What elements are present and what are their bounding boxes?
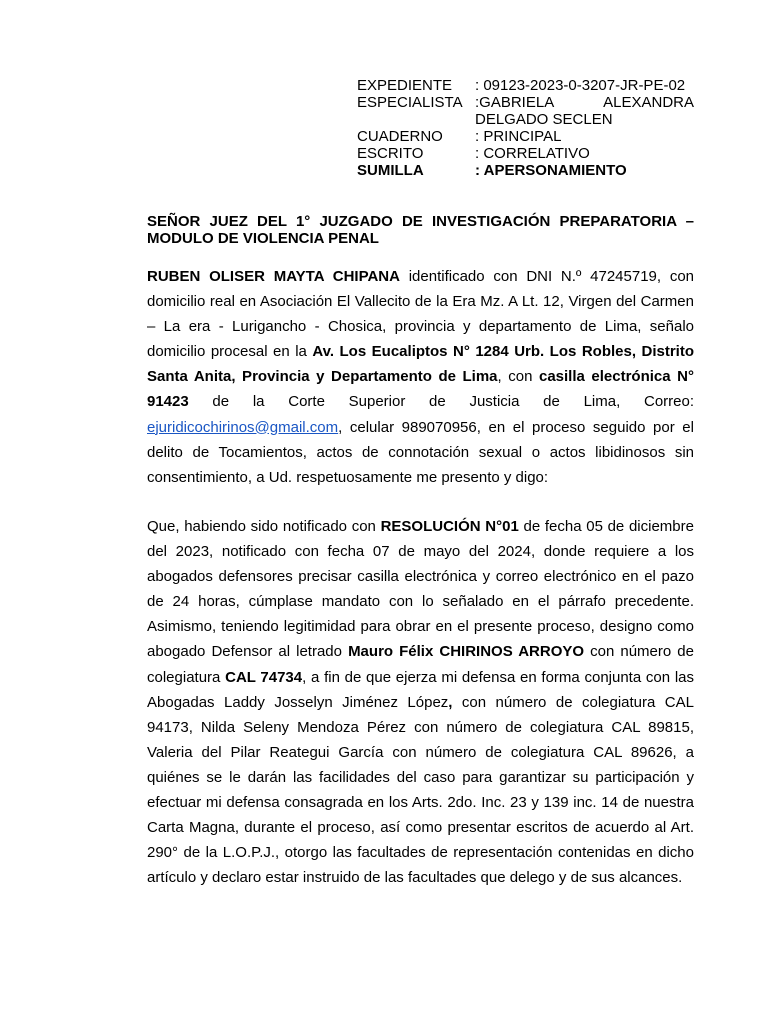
- paragraph2-text-3: con número de colegiatura: [147, 643, 694, 686]
- header-row-cuaderno: [357, 128, 694, 145]
- paragraph2-text-1: Que, habiendo sido notificado con: [147, 518, 381, 535]
- especialista-label: ESPECIALISTA: [357, 94, 463, 111]
- email-link[interactable]: ejuridicochirinos@gmail.com: [147, 418, 339, 436]
- paragraph1-text-2: , con: [497, 368, 539, 386]
- especialista-value: :GABRIELA ALEXANDRA: [475, 94, 694, 111]
- petitioner-name: RUBEN OLISER MAYTA CHIPANA: [147, 268, 400, 285]
- paragraph2-text-4: , a fin de que ejerza mi defensa en forma conjunta con las Abogadas Laddy Josselyn Jiménez López: [147, 668, 694, 711]
- electronic-mailbox: casilla electrónica N° 91423: [147, 368, 694, 411]
- especialista-value-continuation: DELGADO SECLEN: [475, 111, 613, 128]
- resolution-number: RESOLUCIÓN N°01: [380, 518, 519, 535]
- paragraph2-bold-comma: ,: [448, 693, 453, 711]
- paragraph2-text-5: con número de colegiatura CAL 94173, Nilda Seleny Mendoza Pérez con número de colegiatura CAL 89815, Valeria del Pilar Reategui García con número de colegiatura CAL 89626, a quiénes se le darán las facilidades del caso para garantizar su participación y efectuar mi defensa consagrada en los Arts. 2do. Inc. 23 y 139 inc. 14 de nuestra Carta Magna, durante el proceso, así como presentar escritos de acuerdo al Art. 290° de la L.O.P.J., otorgo las facultades de representación contenidas en dicho artículo y declaro estar instruido de las facultades que delego y de sus alcances.: [147, 693, 694, 887]
- paragraph-presentation: [147, 264, 694, 490]
- header-row-sumilla: [357, 162, 694, 179]
- cuaderno-label: CUADERNO: [357, 128, 443, 145]
- header-row-expediente: [357, 77, 694, 94]
- expediente-value: : 09123-2023-0-3207-JR-PE-02: [475, 77, 686, 94]
- procedural-address: Av. Los Eucaliptos N° 1284 Urb. Los Robles, Distrito Santa Anita, Provincia y Departamento de Lima: [147, 343, 694, 386]
- cuaderno-value: : PRINCIPAL: [475, 128, 562, 145]
- lawyer-name: Mauro Félix CHIRINOS ARROYO: [348, 643, 585, 661]
- addressee-heading: SEÑOR JUEZ DEL 1° JUZGADO DE INVESTIGACIÓN PREPARATORIA – MODULO DE VIOLENCIA PENAL: [147, 213, 694, 247]
- sumilla-label: SUMILLA: [357, 162, 424, 179]
- paragraph1-text-3: de la Corte Superior de Justicia de Lima, Correo:: [188, 393, 694, 411]
- escrito-value: : CORRELATIVO: [475, 145, 590, 162]
- paragraph1-text-1: identificado con DNI N.º 47245719, con domicilio real en Asociación El Vallecito de la Era Mz. A Lt. 12, Virgen del Carmen – La era - Lurigancho - Chosica, provincia y departamento de Lima, señalo domicilio procesal en la: [147, 268, 694, 361]
- header-row-escrito: [357, 145, 694, 162]
- case-header: [357, 77, 694, 179]
- lawyer-registration: CAL 74734: [225, 668, 303, 686]
- escrito-label: ESCRITO: [357, 145, 424, 162]
- paragraph2-text-2: de fecha 05 de diciembre del 2023, notificado con fecha 07 de mayo del 2024, donde requiere a los abogados defensores precisar casilla electrónica y correo electrónico en el pazo de 24 horas, cúmplase mandato con lo señalado en el párrafo precedente. Asimismo, teniendo legitimidad para obrar en el presente proceso, designo como abogado Defensor al letrado: [147, 518, 694, 661]
- sumilla-value: : APERSONAMIENTO: [475, 162, 627, 179]
- paragraph-designation: [147, 514, 694, 890]
- expediente-label: EXPEDIENTE: [357, 77, 453, 94]
- paragraph1-text-4: , celular 989070956, en el proceso seguido por el delito de Tocamientos, actos de connotación sexual o actos libidinosos sin consentimiento, a Ud. respetuosamente me presento y digo:: [147, 418, 694, 486]
- header-row-especialista: [357, 94, 694, 111]
